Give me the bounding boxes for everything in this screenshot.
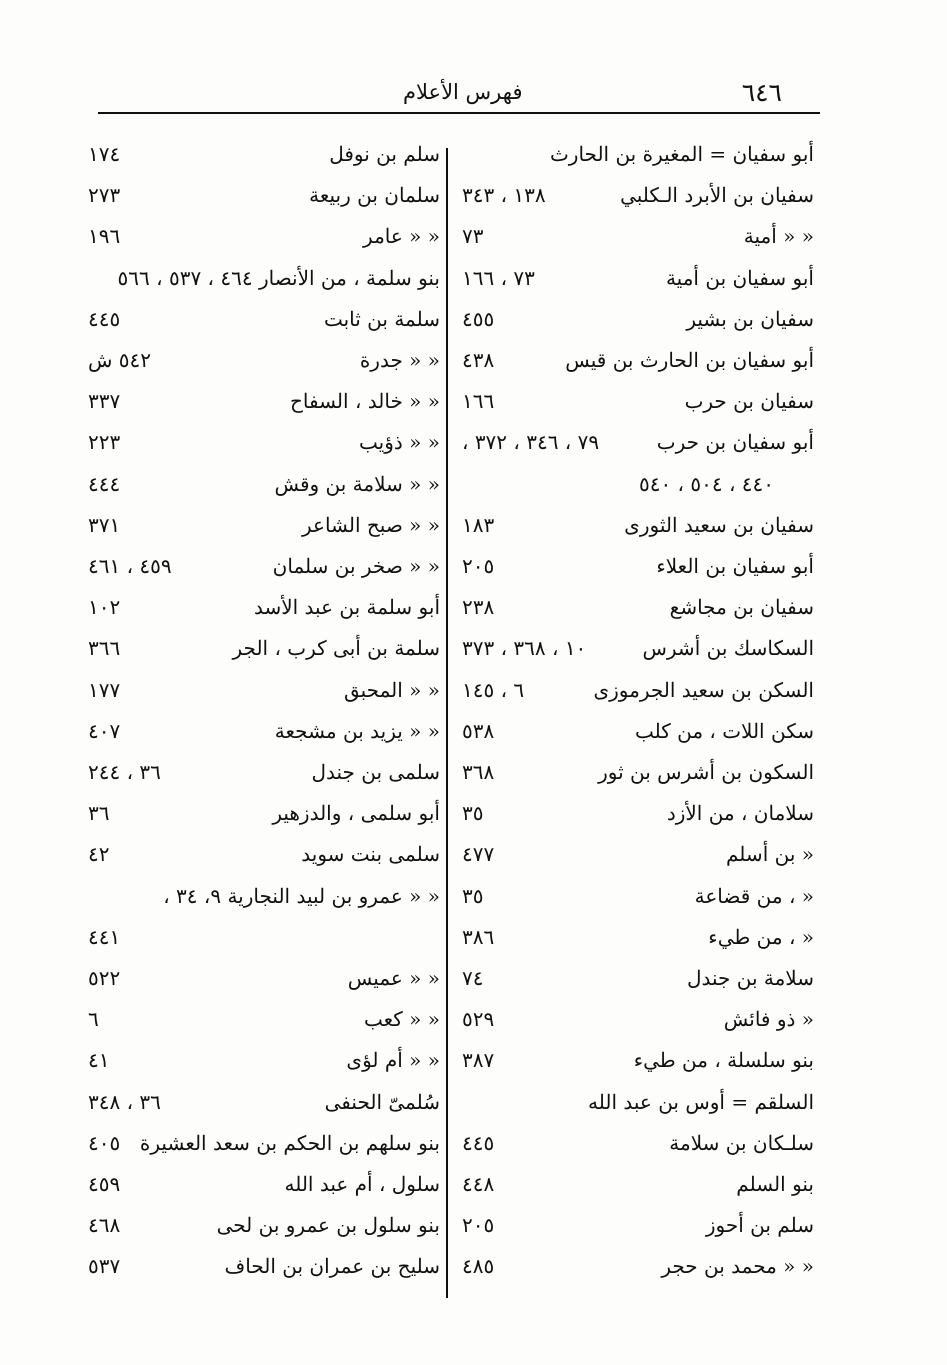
index-entry <box>452 466 814 502</box>
entry-page-refs: ٤٠٥ <box>88 1130 121 1155</box>
entry-page-refs: ٤٤٤ <box>88 471 121 496</box>
running-title: فهرس الأعلام <box>403 80 523 104</box>
entry-name: بنو سلول بن عمرو بن لحى <box>216 1213 440 1238</box>
entry-name: سلمة بن أبى كرب ، الجر <box>232 636 440 661</box>
index-entry <box>80 383 440 419</box>
entry-name: السكون بن أشرس بن ثور <box>598 760 814 784</box>
index-entry <box>452 1001 814 1037</box>
entry-name: « « المحبق <box>343 677 440 702</box>
entry-page-refs: ٤٥٩ ، ٤٦١ <box>88 554 172 578</box>
index-entry <box>452 754 814 790</box>
entry-page-refs: ١٧٧ <box>88 677 121 702</box>
index-entry <box>452 960 814 996</box>
index-entry <box>80 1166 440 1202</box>
index-entry <box>452 1207 814 1243</box>
entry-name: سفيان بن مجاشع <box>669 595 814 620</box>
index-entry <box>452 630 814 666</box>
index-entry <box>452 795 814 831</box>
entry-page-refs: ٢٧٣ <box>88 183 121 208</box>
entry-name: سفيان بن حرب <box>684 389 814 414</box>
entry-name: سلم بن أحوز <box>705 1213 814 1238</box>
index-entry <box>80 754 440 790</box>
entry-name: أبو سفيان بن أمية <box>665 265 814 290</box>
index-entry <box>80 960 440 996</box>
index-entry <box>80 466 440 502</box>
index-entry <box>80 672 440 708</box>
entry-name: السكن بن سعيد الجرموزى <box>593 677 814 702</box>
entry-page-refs: ٧٣ <box>462 224 484 249</box>
index-entry <box>452 1084 814 1120</box>
index-entry <box>452 1248 814 1284</box>
index-entry <box>452 177 814 213</box>
entry-page-refs: ٤٧٧ <box>462 842 495 867</box>
index-entry <box>452 672 814 708</box>
index-entry <box>452 713 814 749</box>
index-entry <box>80 342 440 378</box>
index-entry <box>80 177 440 213</box>
entry-name: سلامة بن جندل <box>686 966 814 990</box>
entry-page-refs: ٤٠٧ <box>88 718 121 743</box>
entry-name: سلمة بن ثابت <box>323 306 440 331</box>
column-divider <box>446 148 448 1298</box>
entry-name: بنو سلهم بن الحكم بن سعد العشيرة <box>139 1130 440 1155</box>
entry-page-refs: ٧٣ ، ١٦٦ <box>462 265 535 290</box>
entry-name: أبو سلمى ، والدزهير <box>272 801 440 826</box>
entry-name: « « سلامة بن وقش <box>274 471 440 496</box>
entry-page-refs: ٢٠٥ <box>462 1213 495 1238</box>
entry-page-refs: ٤٨٥ <box>462 1254 495 1279</box>
entry-page-refs: ٣٥ <box>462 801 484 826</box>
entry-page-refs: ٥٢٩ <box>462 1007 495 1032</box>
entry-name: « « محمد بن حجر <box>661 1254 814 1279</box>
entry-page-refs: ٢٣٨ <box>462 595 495 620</box>
entry-page-refs: ٣٦ ، ٣٤٨ <box>88 1089 161 1114</box>
entry-page-refs: ٣٨٧ <box>462 1048 495 1073</box>
entry-name: أبو سفيان بن الحارث بن قيس <box>565 348 814 372</box>
index-entry <box>452 836 814 872</box>
index-entry <box>80 1084 440 1120</box>
index-entry <box>452 342 814 378</box>
entry-name: « « ذؤيب <box>359 430 440 455</box>
entry-name: ٤٤٠ ، ٥٠٤ ، ٥٤٠ <box>638 471 774 496</box>
entry-name: سلمان بن ربيعة <box>309 183 440 208</box>
index-entry <box>80 1248 440 1284</box>
entry-page-refs: ٣٥ <box>462 883 484 908</box>
entry-name: بنو سلمة ، من الأنصار ٤٦٤ ، ٥٣٧ ، ٥٦٦ <box>117 265 440 290</box>
entry-page-refs: ٣٧١ <box>88 512 121 537</box>
entry-page-refs: ١٧٤ <box>88 142 121 166</box>
entry-page-refs: ٤٥٥ <box>462 306 495 331</box>
page-header <box>98 72 820 114</box>
entry-page-refs: ٦ <box>88 1007 99 1032</box>
entry-name: سُلمىّ الحنفى <box>324 1089 440 1114</box>
entry-name: « « كعب <box>364 1007 440 1032</box>
index-entry <box>80 260 440 296</box>
entry-name: سلامان ، من الأزد <box>666 801 814 826</box>
entry-name: سفيان بن بشير <box>686 306 814 331</box>
entry-name: سلم بن نوفل <box>329 142 440 166</box>
entry-name: « « أمية <box>743 224 814 249</box>
entry-name: أبو سفيان بن العلاء <box>656 554 814 578</box>
entry-page-refs: ٣٦٨ <box>462 760 495 784</box>
entry-name: « « عامر <box>363 224 440 249</box>
entry-page-refs: ٥٣٧ <box>88 1254 121 1279</box>
index-entry <box>80 136 440 172</box>
index-entry <box>452 260 814 296</box>
entry-name: سكن اللات ، من كلب <box>634 718 814 743</box>
entry-name: « « صبح الشاعر <box>301 512 440 537</box>
entry-name: سفيان بن الأبرد الـكلبي <box>620 183 814 208</box>
entry-name: « « يزيد بن مشجعة <box>274 718 440 743</box>
index-entry <box>80 878 440 914</box>
index-entry <box>80 919 440 955</box>
entry-page-refs: ٦ ، ١٤٥ <box>462 677 525 702</box>
index-entry <box>452 1166 814 1202</box>
entry-page-refs: ١٠٢ <box>88 595 121 620</box>
index-entry <box>452 548 814 584</box>
index-entry <box>80 589 440 625</box>
entry-name: « « عمرو بن لبيد النجارية ٩، ٣٤ ، <box>163 883 440 908</box>
entry-page-refs: ١٨٣ <box>462 512 495 537</box>
entry-name: « « جدرة <box>359 348 440 372</box>
entry-name: « ذو فائش <box>723 1007 814 1032</box>
index-entry <box>80 218 440 254</box>
entry-name: « « صخر بن سلمان <box>272 554 440 578</box>
entry-page-refs: ٥٤٢ ش <box>88 348 152 372</box>
entry-name: أبو سفيان = المغيرة بن الحارث <box>549 142 814 166</box>
entry-name: أبو سلمة بن عبد الأسد <box>253 595 440 620</box>
entry-name: « « خالد ، السفاح <box>289 389 440 414</box>
entry-page-refs: ٢٢٣ <box>88 430 121 455</box>
entry-name: سلمى بن جندل <box>311 760 440 784</box>
entry-page-refs: ٣٦ <box>88 801 110 826</box>
index-entry <box>80 630 440 666</box>
entry-page-refs: ٥٢٢ <box>88 966 121 990</box>
entry-name: السكاسك بن أشرس <box>642 636 814 661</box>
entry-name: سلمى بنت سويد <box>301 842 440 867</box>
entry-name: سليح بن عمران بن الحاف <box>224 1254 440 1279</box>
entry-name: « بن أسلم <box>726 842 814 867</box>
index-entry <box>452 1125 814 1161</box>
index-entry <box>80 424 440 460</box>
index-entry <box>80 1125 440 1161</box>
index-entry <box>80 713 440 749</box>
entry-page-refs: ١٠ ، ٣٦٨ ، ٣٧٣ <box>462 636 587 661</box>
index-entry <box>80 1207 440 1243</box>
entry-name: سفيان بن سعيد الثورى <box>624 512 814 537</box>
entry-page-refs: ٤١ <box>88 1048 110 1073</box>
index-entry <box>452 507 814 543</box>
entry-page-refs: ٣٦٦ <box>88 636 121 661</box>
entry-name: بنو سلسلة ، من طيء <box>633 1048 814 1073</box>
entry-name: أبو سفيان بن حرب <box>656 430 814 455</box>
index-entry <box>452 424 814 460</box>
index-entry <box>452 1042 814 1078</box>
entry-page-refs: ٣٦ ، ٢٤٤ <box>88 760 161 784</box>
index-entry <box>452 301 814 337</box>
entry-page-refs: ٤٦٨ <box>88 1213 121 1238</box>
entry-page-refs: ٣٨٦ <box>462 924 495 949</box>
entry-name: بنو السلم <box>736 1172 814 1196</box>
index-entry <box>80 1001 440 1037</box>
page-number: ٦٤٦ <box>741 78 782 107</box>
entry-page-refs: ١٩٦ <box>88 224 121 249</box>
entry-page-refs: ٥٣٨ <box>462 718 495 743</box>
entry-page-refs: ٧٤ <box>462 966 484 990</box>
entry-page-refs: ٤٥٩ <box>88 1172 121 1196</box>
index-entry <box>80 1042 440 1078</box>
entry-name: السلقم = أوس بن عبد الله <box>588 1089 814 1114</box>
index-column-right <box>452 136 814 1296</box>
entry-page-refs: ٢٠٥ <box>462 554 495 578</box>
entry-page-refs: ٤٤٥ <box>88 306 121 331</box>
index-entry <box>452 218 814 254</box>
index-entry <box>452 136 814 172</box>
entry-page-refs: ٤٤٨ <box>462 1172 495 1196</box>
entry-page-refs: ٤٣٨ <box>462 348 495 372</box>
entry-page-refs: ١٣٨ ، ٣٤٣ <box>462 183 546 208</box>
index-entry <box>80 507 440 543</box>
index-entry <box>80 795 440 831</box>
entry-name: « « أم لؤى <box>346 1048 440 1073</box>
entry-page-refs: ١٦٦ <box>462 389 495 414</box>
entry-name: سلـكان بن سلامة <box>669 1130 814 1155</box>
entry-page-refs: ٤٤١ <box>88 924 121 949</box>
entry-name: « « عميس <box>347 966 440 990</box>
index-entry <box>80 301 440 337</box>
index-entry <box>452 383 814 419</box>
index-entry <box>452 878 814 914</box>
entry-name: سلول ، أم عبد الله <box>284 1172 440 1196</box>
entry-page-refs: ٤٤٥ <box>462 1130 495 1155</box>
index-entry <box>452 919 814 955</box>
index-column-left <box>80 136 440 1296</box>
index-entry <box>80 548 440 584</box>
entry-page-refs: ٧٩ ، ٣٤٦ ، ٣٧٢ ، <box>462 430 600 455</box>
index-entry <box>452 589 814 625</box>
entry-name: « ، من طيء <box>708 924 814 949</box>
entry-page-refs: ٤٢ <box>88 842 110 867</box>
index-entry <box>80 836 440 872</box>
entry-page-refs: ٣٣٧ <box>88 389 121 414</box>
entry-name: « ، من قضاعة <box>694 883 814 908</box>
